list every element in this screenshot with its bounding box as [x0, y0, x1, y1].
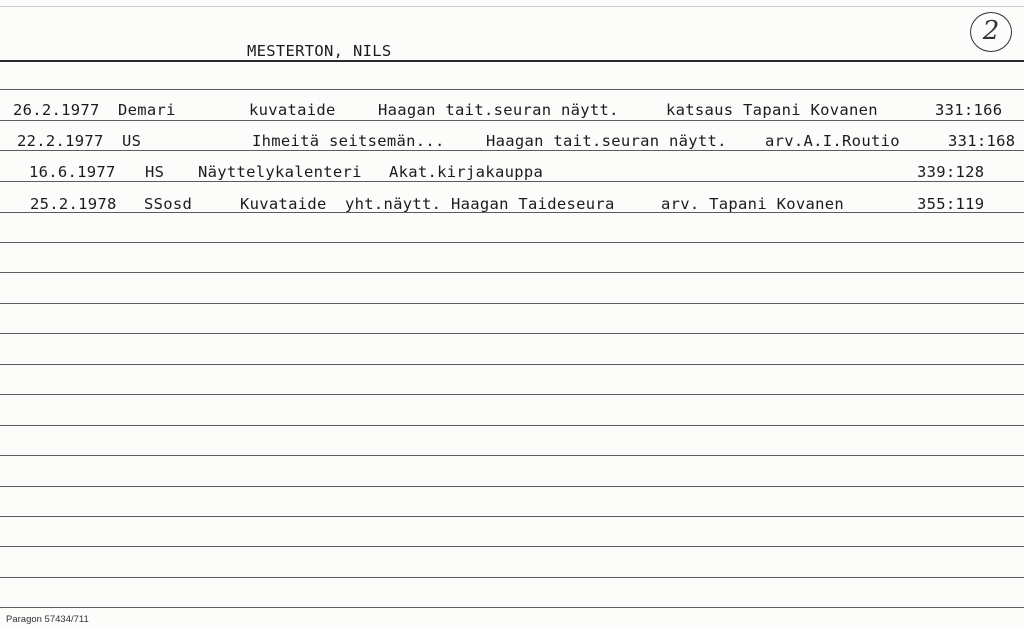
- entry-subject: Näyttelykalenteri: [198, 163, 362, 181]
- entry-date: 26.2.1977: [13, 101, 100, 119]
- entry-ref: 331:168: [948, 132, 1016, 150]
- entry-description: yht.näytt. Haagan Taideseura: [345, 195, 615, 213]
- ruled-line: [0, 455, 1024, 456]
- ruled-line: [0, 120, 1024, 121]
- entry-source: HS: [145, 163, 165, 181]
- ruled-line: [0, 364, 1024, 365]
- ruled-line: [0, 181, 1024, 182]
- entry-ref: 339:128: [917, 163, 985, 181]
- ruled-line: [0, 272, 1024, 273]
- card-number-badge: [970, 12, 1012, 52]
- ruled-line: [0, 303, 1024, 304]
- entry-date: 22.2.1977: [17, 132, 104, 150]
- entry-ref: 355:119: [917, 195, 985, 213]
- top-ruled-line: [0, 6, 1024, 7]
- ruled-line: [0, 425, 1024, 426]
- printer-mark: Paragon 57434/711: [6, 614, 89, 625]
- entry-date: 25.2.1978: [30, 195, 117, 213]
- entry-reviewer: arv.A.I.Routio: [765, 132, 900, 150]
- ruled-line: [0, 394, 1024, 395]
- card-heading: MESTERTON, NILS: [247, 42, 392, 60]
- entry-source: SSosd: [144, 195, 193, 213]
- heading-rule: [0, 60, 1024, 62]
- entry-reviewer: arv. Tapani Kovanen: [661, 195, 845, 213]
- card-number: 2: [982, 16, 1000, 46]
- ruled-line: [0, 333, 1024, 334]
- ruled-line: [0, 607, 1024, 608]
- entry-ref: 331:166: [935, 101, 1003, 119]
- entry-description: Akat.kirjakauppa: [389, 163, 544, 181]
- entry-description: Haagan tait.seuran näytt.: [378, 101, 619, 119]
- entry-source: US: [122, 132, 142, 150]
- ruled-line: [0, 89, 1024, 90]
- entry-subject: kuvataide: [249, 101, 336, 119]
- entry-description: Haagan tait.seuran näytt.: [486, 132, 727, 150]
- ruled-line: [0, 150, 1024, 151]
- entry-date: 16.6.1977: [29, 163, 116, 181]
- ruled-line: [0, 577, 1024, 578]
- ruled-line: [0, 516, 1024, 517]
- ruled-line: [0, 546, 1024, 547]
- entry-reviewer: katsaus Tapani Kovanen: [666, 101, 878, 119]
- entry-source: Demari: [118, 101, 176, 119]
- ruled-line: [0, 486, 1024, 487]
- entry-subject: Kuvataide: [240, 195, 327, 213]
- entry-subject: Ihmeitä seitsemän...: [252, 132, 445, 150]
- ruled-line: [0, 242, 1024, 243]
